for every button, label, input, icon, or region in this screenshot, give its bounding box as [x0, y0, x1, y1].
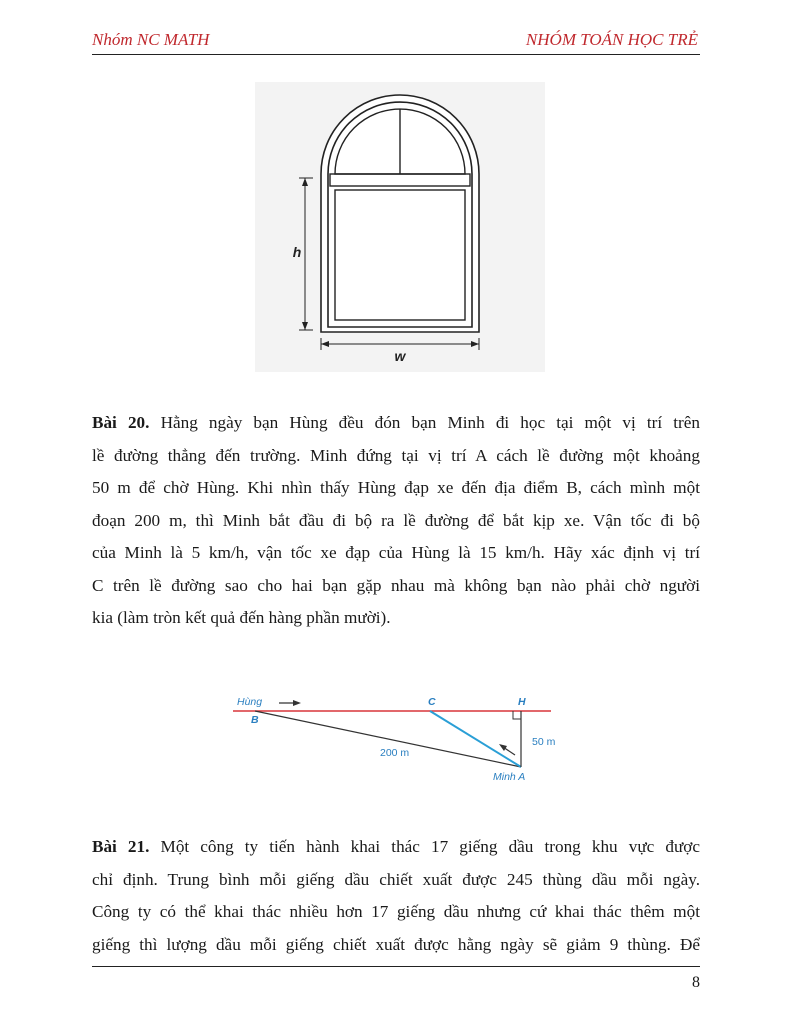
segment-ca [430, 711, 521, 767]
arched-window-figure [255, 82, 545, 372]
distance-200m-label: 200 m [380, 747, 410, 759]
problem-20-label: Bài 20. [92, 413, 150, 432]
problem-20-paragraph [92, 407, 700, 635]
problem-20-line-1: Bài 20. Hằng ngày bạn Hùng đều đón bạn Minh đi học tại một vị trí trên [92, 413, 700, 432]
road-diagram-figure [225, 685, 565, 795]
header-divider [92, 54, 700, 55]
problem-21-line-2: chỉ định. Trung bình mỗi giếng dầu chiết xuất được 245 thùng dầu mỗi ngày. [92, 869, 700, 889]
point-b-label: B [251, 714, 259, 726]
problem-20-line-4: đoạn 200 m, thì Minh bắt đầu đi bộ ra lề đường để bắt kịp xe. Vận tốc đi bộ [92, 510, 700, 530]
header-left-title: Nhóm NC MATH [92, 30, 210, 49]
problem-20-line-2: lề đường thẳng đến trường. Minh đứng tại vị trí A cách lề đường một khoảng [92, 445, 700, 465]
problem-21-paragraph [92, 831, 700, 961]
hung-label: Hùng [237, 696, 263, 708]
h-label: h [292, 244, 302, 260]
problem-21-line-3: Công ty có thể khai thác nhiều hơn 17 giếng dầu nhưng cứ khai thác thêm một [92, 902, 700, 921]
problem-20-line-5: của Minh là 5 km/h, vận tốc xe đạp của Hùng là 15 km/h. Hãy xác định vị trí [92, 543, 700, 562]
problem-20-line-3: 50 m để chờ Hùng. Khi nhìn thấy Hùng đạp xe đến địa điểm B, cách mình một [92, 478, 700, 497]
road-diagram-drawing [225, 685, 565, 795]
header-right-title: NHÓM TOÁN HỌC TRẺ [525, 30, 698, 49]
point-c-label: C [428, 696, 436, 708]
distance-50m-label: 50 m [532, 736, 556, 748]
problem-20-line-7: kia (làm tròn kết quả đến hàng phần mười). [92, 608, 391, 627]
w-label: w [394, 348, 406, 364]
point-h-label: H [518, 696, 526, 708]
footer-divider [92, 966, 700, 967]
arched-window-drawing [255, 82, 545, 372]
problem-21-line-1: Bài 21. Một công ty tiến hành khai thác 17 giếng dầu trong khu vực được [92, 837, 701, 856]
right-angle-marker [513, 711, 521, 719]
problem-21-label: Bài 21. [92, 837, 150, 856]
problem-20-line-6: C trên lề đường sao cho hai bạn gặp nhau mà không bạn nào phải chờ người [92, 575, 700, 595]
minh-a-label: Minh A [493, 771, 526, 783]
problem-21-line-4: giếng thì lượng dầu mỗi giếng chiết xuất được hằng ngày sẽ giảm 9 thùng. Để [92, 934, 700, 954]
page-number: 8 [692, 974, 700, 991]
